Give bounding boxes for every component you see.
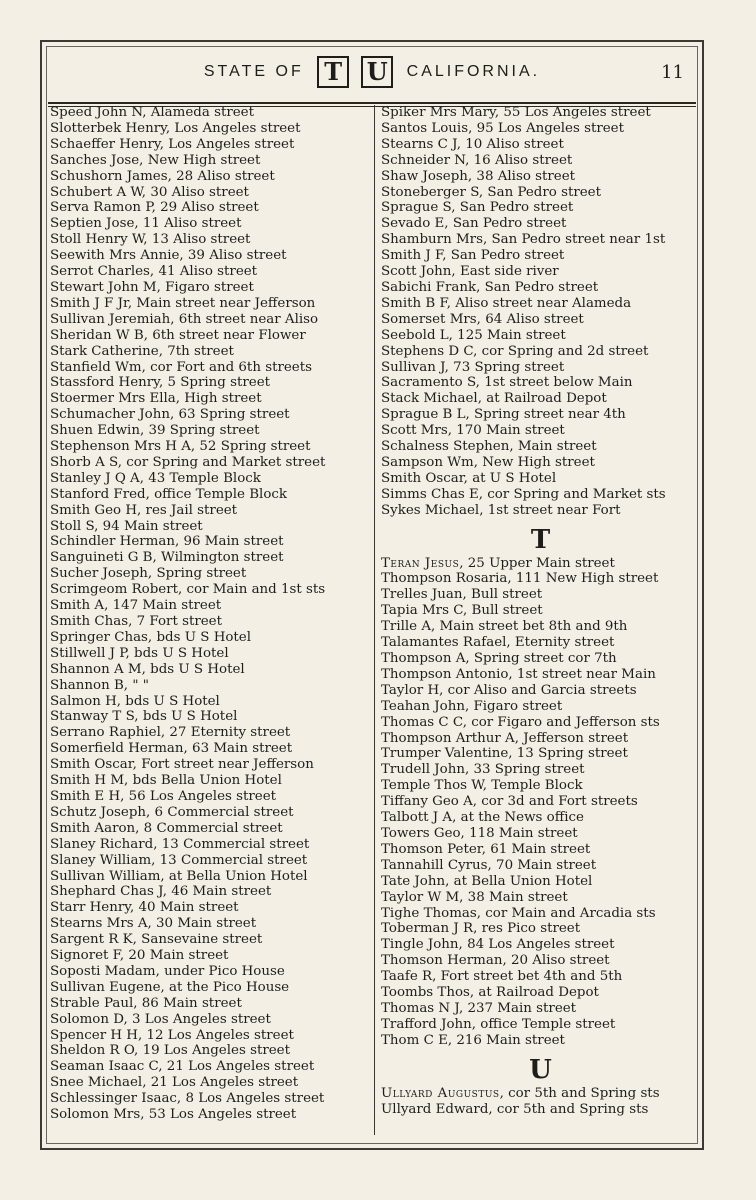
directory-entry: Taylor H, cor Aliso and Garcia streets (381, 682, 637, 698)
directory-entry: Shannon A M, bds U S Hotel (50, 661, 245, 677)
directory-entry: Thomson Peter, 61 Main street (381, 841, 591, 857)
directory-entry: Shorb A S, cor Spring and Market street (50, 454, 326, 470)
directory-entry: Stephenson Mrs H A, 52 Spring street (50, 439, 311, 455)
directory-entry: Simms Chas E, cor Spring and Market sts (381, 486, 666, 502)
directory-entry: Stanford Fred, office Temple Block (50, 486, 287, 502)
directory-entry: Shephard Chas J, 46 Main street (50, 884, 272, 900)
directory-entry: Schushorn James, 28 Aliso street (50, 168, 275, 184)
directory-entry: Sykes Michael, 1st street near Fort (381, 502, 621, 518)
directory-entry: Tannahill Cyrus, 70 Main street (381, 857, 597, 873)
directory-entry: Stephens D C, cor Spring and 2d street (381, 343, 649, 359)
directory-entry: Seebold L, 125 Main street (381, 327, 566, 343)
directory-entry: Seaman Isaac C, 21 Los Angeles street (50, 1059, 315, 1075)
directory-entry: Sanguineti G B, Wilmington street (50, 550, 284, 566)
directory-entry: Snee Michael, 21 Los Angeles street (50, 1075, 299, 1091)
directory-entry: Smith H M, bds Bella Union Hotel (50, 773, 282, 789)
directory-entry: Stanfield Wm, cor Fort and 6th streets (50, 359, 312, 375)
directory-entry: Smith Oscar, Fort street near Jefferson (50, 757, 314, 773)
directory-entry: Schubert A W, 30 Aliso street (50, 184, 249, 200)
directory-entry: Sheridan W B, 6th street near Flower (50, 327, 306, 343)
directory-entry: Ullyard Edward, cor 5th and Spring sts (381, 1101, 649, 1117)
directory-entry: Sevado E, San Pedro street (381, 216, 567, 232)
directory-entry: Towers Geo, 118 Main street (381, 825, 578, 841)
directory-entry: Signoret F, 20 Main street (50, 948, 229, 964)
right-column-s-entries (381, 105, 700, 519)
directory-entry: Slotterbek Henry, Los Angeles street (50, 120, 301, 136)
directory-entry: Thompson Antonio, 1st street near Main (381, 666, 656, 682)
directory-entry: Serva Ramon P, 29 Aliso street (50, 200, 259, 216)
right-column-t-entries (381, 571, 700, 1048)
directory-entry: Shamburn Mrs, San Pedro street near 1st (381, 232, 666, 248)
directory-entry: Sampson Wm, New High street (381, 454, 595, 470)
directory-entry: Thompson A, Spring street cor 7th (381, 651, 617, 666)
entry-lead-name: Teran Jesus (381, 555, 460, 571)
directory-entry: Stack Michael, at Railroad Depot (381, 391, 607, 407)
directory-entry: Schumacher John, 63 Spring street (50, 407, 290, 423)
directory-entry: Schindler Herman, 96 Main street (50, 534, 284, 550)
directory-entry: Taylor W M, 38 Main street (381, 889, 568, 905)
directory-entry: Talbott J A, at the News office (381, 810, 584, 826)
directory-entry: Slaney Richard, 13 Commercial street (50, 836, 310, 852)
directory-entry: Trelles Juan, Bull street (381, 587, 543, 603)
left-column (50, 105, 372, 1123)
directory-entry: Taafe R, Fort street bet 4th and 5th (381, 969, 623, 985)
directory-entry (381, 556, 700, 572)
directory-entry: Strable Paul, 86 Main street (50, 995, 242, 1011)
header-rule (48, 102, 696, 104)
directory-entry: Stearns C J, 10 Aliso street (381, 136, 564, 152)
directory-entry: Trumper Valentine, 13 Spring street (381, 746, 628, 762)
directory-entry: Smith B F, Aliso street near Alameda (381, 295, 632, 311)
directory-entry: Toberman J R, res Pico street (381, 921, 581, 937)
right-column (381, 105, 700, 1117)
directory-entry: Smith Chas, 7 Fort street (50, 614, 222, 629)
directory-entry: Talamantes Rafael, Eternity street (381, 635, 615, 651)
directory-entry: Spiker Mrs Mary, 55 Los Angeles street (381, 105, 651, 120)
directory-entry: Sullivan Eugene, at the Pico House (50, 979, 290, 995)
directory-entry: Schneider N, 16 Aliso street (381, 152, 573, 168)
directory-entry: Thomas C C, cor Figaro and Jefferson sts (381, 714, 660, 730)
directory-entry: Shaw Joseph, 38 Aliso street (381, 168, 576, 184)
directory-entry: Sacramento S, 1st street below Main (381, 375, 633, 391)
directory-entry: Stark Catherine, 7th street (50, 343, 234, 359)
directory-entry: Sullivan Jeremiah, 6th street near Aliso (50, 311, 319, 327)
column-divider (374, 105, 375, 1135)
directory-entry: Sullivan J, 73 Spring street (381, 359, 565, 375)
directory-entry: Tighe Thomas, cor Main and Arcadia sts (381, 905, 656, 921)
directory-entry: Schlessinger Isaac, 8 Los Angeles street (50, 1091, 325, 1107)
directory-entry: Scott Mrs, 170 Main street (381, 423, 565, 439)
directory-entry: Sprague S, San Pedro street (381, 200, 574, 216)
directory-entry: Sanches Jose, New High street (50, 152, 261, 168)
directory-entry: Thompson Rosaria, 111 New High street (381, 571, 659, 587)
directory-entry: Soposti Madam, under Pico House (50, 963, 285, 979)
directory-entry: Thompson Arthur A, Jefferson street (381, 730, 629, 746)
directory-entry: Somerset Mrs, 64 Aliso street (381, 311, 584, 327)
page-header (48, 54, 696, 102)
directory-entry: Thomas N J, 237 Main street (381, 1000, 577, 1016)
directory-entry: Solomon D, 3 Los Angeles street (50, 1011, 271, 1027)
directory-entry: Stearns Mrs A, 30 Main street (50, 916, 257, 932)
directory-entry: Tiffany Geo A, cor 3d and Fort streets (381, 794, 638, 810)
directory-entry: Thom C E, 216 Main street (381, 1032, 565, 1048)
title-letter-t: T (317, 56, 349, 88)
directory-entry: Stewart John M, Figaro street (50, 279, 254, 295)
directory-entry: Sabichi Frank, San Pedro street (381, 279, 599, 295)
directory-entry: Sucher Joseph, Spring street (50, 566, 247, 582)
directory-entry: Trille A, Main street bet 8th and 9th (381, 619, 628, 635)
directory-entry: Stoermer Mrs Ella, High street (50, 391, 262, 407)
directory-entry: Shannon B, " " (50, 677, 149, 693)
directory-entry: Somerfield Herman, 63 Main street (50, 741, 293, 757)
directory-entry: Thomson Herman, 20 Aliso street (381, 953, 610, 969)
directory-entry: Smith J F Jr, Main street near Jefferson (50, 295, 316, 311)
directory-entry: Stanley J Q A, 43 Temple Block (50, 470, 261, 486)
directory-entry: Smith Geo H, res Jail street (50, 502, 238, 518)
title-state-of: STATE OF (203, 63, 304, 80)
directory-entry: Slaney William, 13 Commercial street (50, 852, 308, 868)
directory-entry: Shuen Edwin, 39 Spring street (50, 423, 260, 439)
right-column-u-entries (381, 1102, 700, 1118)
title-letter-u: U (361, 56, 393, 88)
directory-entry: Teahan John, Figaro street (381, 698, 563, 714)
directory-entry: Trafford John, office Temple street (381, 1016, 616, 1032)
directory-entry: Springer Chas, bds U S Hotel (50, 629, 252, 645)
directory-entry: Tate John, at Bella Union Hotel (381, 873, 593, 889)
directory-entry: Schutz Joseph, 6 Commercial street (50, 804, 294, 820)
directory-entry: Trudell John, 33 Spring street (381, 762, 585, 778)
directory-entry (381, 1086, 700, 1102)
directory-entry: Sprague B L, Spring street near 4th (381, 407, 626, 423)
running-title (48, 54, 696, 90)
directory-entry: Stanway T S, bds U S Hotel (50, 709, 238, 725)
directory-entry: Sullivan William, at Bella Union Hotel (50, 868, 308, 884)
entry-lead-name: Ullyard Augustus (381, 1085, 500, 1101)
directory-entry: Seewith Mrs Annie, 39 Aliso street (50, 248, 287, 264)
directory-entry: Temple Thos W, Temple Block (381, 778, 583, 794)
title-california: CALIFORNIA. (406, 63, 541, 80)
entry-lead-rest: , cor 5th and Spring sts (499, 1085, 660, 1101)
section-letter-u: U (529, 1054, 552, 1085)
directory-entry: Stassford Henry, 5 Spring street (50, 375, 270, 391)
directory-entry: Speed John N, Alameda street (50, 105, 254, 120)
directory-entry: Tingle John, 84 Los Angeles street (381, 937, 615, 953)
directory-entry: Schaeffer Henry, Los Angeles street (50, 136, 295, 152)
page-number: 11 (661, 62, 684, 83)
directory-entry: Smith Aaron, 8 Commercial street (50, 820, 283, 836)
directory-entry: Stoll Henry W, 13 Aliso street (50, 232, 251, 248)
directory-entry: Toombs Thos, at Railroad Depot (381, 985, 599, 1001)
directory-entry: Serrano Raphiel, 27 Eternity street (50, 725, 291, 741)
directory-entry: Smith J F, San Pedro street (381, 248, 565, 264)
section-letter-t: T (530, 524, 551, 555)
directory-entry: Tapia Mrs C, Bull street (381, 603, 543, 619)
directory-entry: Stoneberger S, San Pedro street (381, 184, 601, 200)
entry-lead-rest: , 25 Upper Main street (459, 555, 615, 571)
directory-entry: Smith E H, 56 Los Angeles street (50, 788, 277, 804)
directory-entry: Serrot Charles, 41 Aliso street (50, 264, 258, 280)
directory-entry: Schalness Stephen, Main street (381, 439, 597, 455)
directory-entry: Smith A, 147 Main street (50, 598, 222, 614)
directory-columns (50, 105, 700, 1135)
directory-entry: Stoll S, 94 Main street (50, 518, 203, 534)
directory-entry: Sheldon R O, 19 Los Angeles street (50, 1043, 290, 1059)
directory-entry: Spencer H H, 12 Los Angeles street (50, 1027, 294, 1043)
directory-entry: Starr Henry, 40 Main street (50, 900, 239, 916)
directory-entry: Stillwell J P, bds U S Hotel (50, 645, 229, 661)
directory-entry: Scott John, East side river (381, 264, 559, 280)
directory-entry: Septien Jose, 11 Aliso street (50, 216, 242, 232)
directory-entry: Santos Louis, 95 Los Angeles street (381, 120, 624, 136)
directory-entry: Solomon Mrs, 53 Los Angeles street (50, 1107, 297, 1123)
directory-entry: Salmon H, bds U S Hotel (50, 693, 220, 709)
directory-entry: Scrimgeom Robert, cor Main and 1st sts (50, 582, 326, 598)
directory-entry: Smith Oscar, at U S Hotel (381, 470, 557, 486)
directory-entry: Sargent R K, Sansevaine street (50, 932, 263, 948)
